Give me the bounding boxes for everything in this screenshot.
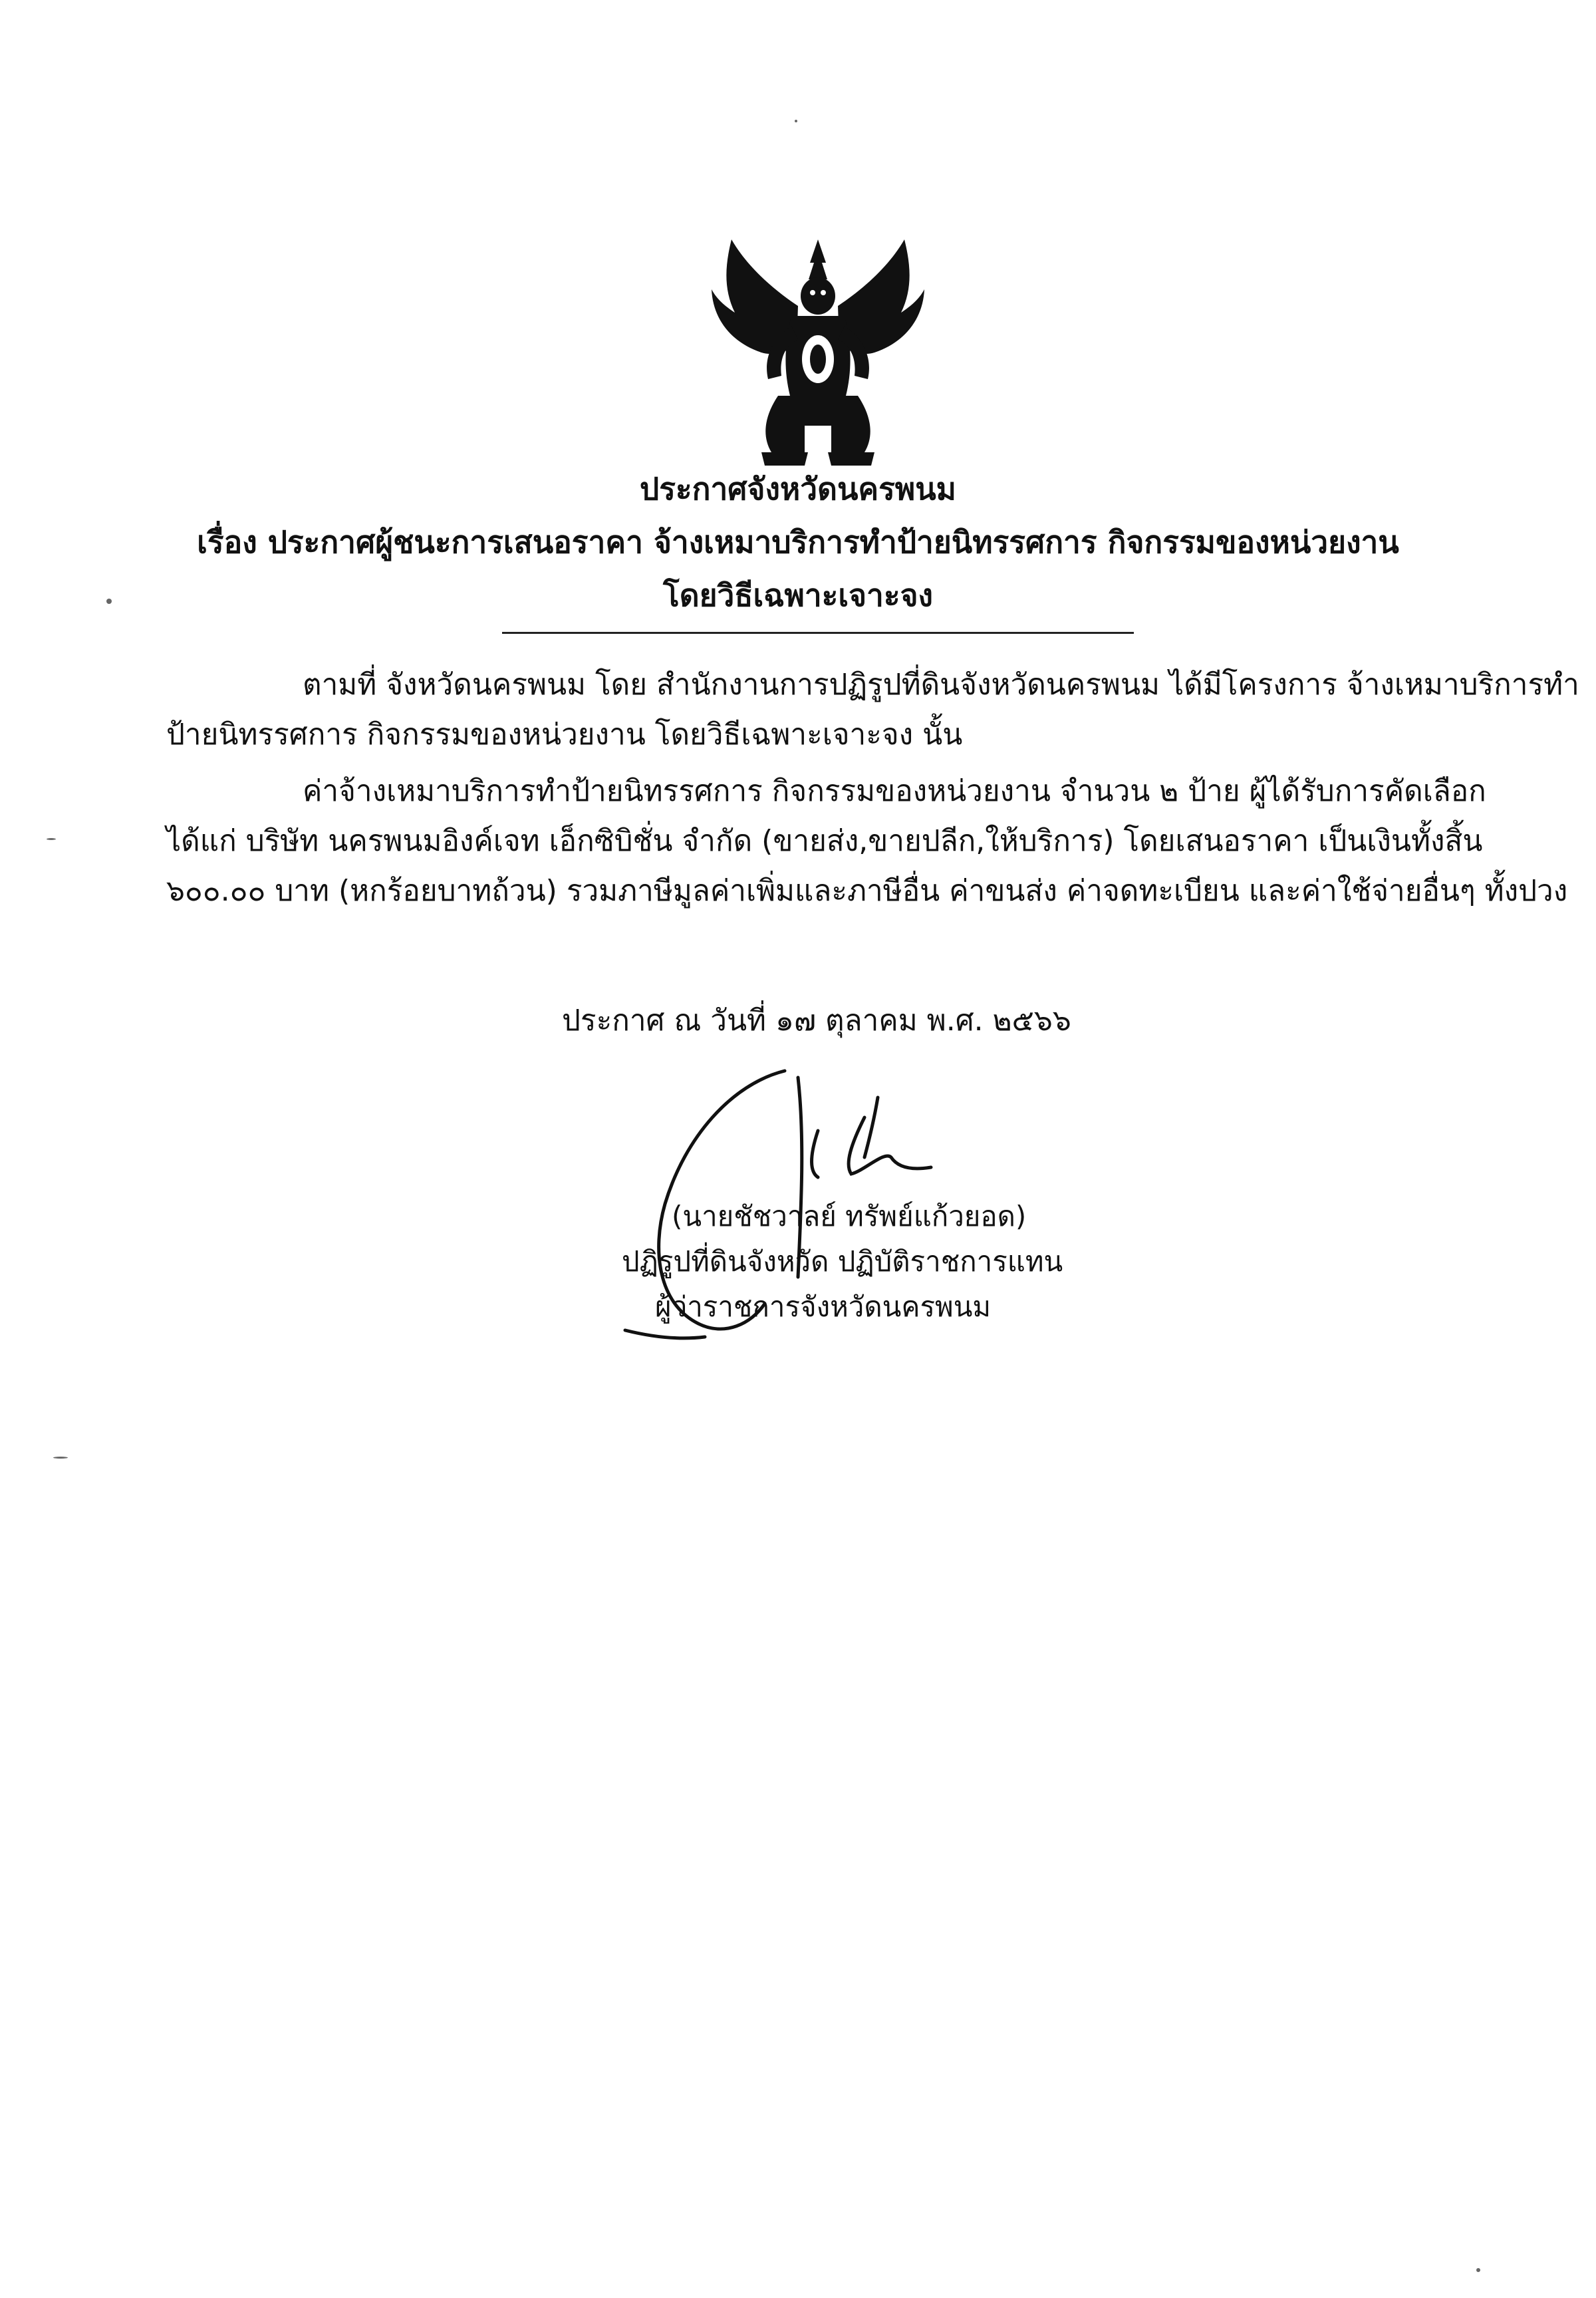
scan-speck — [106, 599, 112, 604]
signatory-position: ปฏิรูปที่ดินจังหวัด ปฏิบัติราชการแทน — [622, 1245, 1063, 1278]
scan-speck — [53, 1457, 68, 1459]
paragraph-2-line-2: ได้แก่ บริษัท นครพนมอิงค์เจท เอ็กซิบิชั่น จำกัด (ขายส่ง,ขายปลีก,ให้บริการ) โดยเสนอราคา เป็นเงินทั้งสิ้น — [166, 824, 1483, 858]
procurement-method: โดยวิธีเฉพาะเจาะจง — [663, 577, 933, 613]
paragraph-2-line-1: ค่าจ้างเหมาบริการทำป้ายนิทรรศการ กิจกรรมของหน่วยงาน จำนวน ๒ ป้าย ผู้ได้รับการคัดเลือก — [303, 774, 1486, 808]
garuda-emblem-icon — [705, 226, 931, 479]
header-divider — [502, 632, 1134, 634]
scan-speck — [795, 120, 797, 122]
document-subject: เรื่อง ประกาศผู้ชนะการเสนอราคา จ้างเหมาบริการทำป้ายนิทรรศการ กิจกรรมของหน่วยงาน — [197, 524, 1399, 560]
paragraph-1-line-1: ตามที่ จังหวัดนครพนม โดย สำนักงานการปฏิรูปที่ดินจังหวัดนครพนม ได้มีโครงการ จ้างเหมาบริการทำ — [303, 668, 1579, 702]
document-title: ประกาศจังหวัดนครพนม — [640, 471, 956, 507]
paragraph-1-line-2: ป้ายนิทรรศการ กิจกรรมของหน่วยงาน โดยวิธีเฉพาะเจาะจง นั้น — [166, 718, 963, 752]
announcement-date: ประกาศ ณ วันที่ ๑๗ ตุลาคม พ.ศ. ๒๕๖๖ — [562, 1004, 1071, 1038]
scan-speck — [1476, 2268, 1480, 2272]
paragraph-2-line-3: ๖๐๐.๐๐ บาท (หกร้อยบาทถ้วน) รวมภาษีมูลค่าเพิ่มและภาษีอื่น ค่าขนส่ง ค่าจดทะเบียน และค่าใช้จ่ายอื่นๆ ทั้งปวง — [166, 874, 1568, 908]
scan-speck — [47, 838, 56, 840]
signatory-name: (นายชัชวาลย์ ทรัพย์แก้วยอด) — [672, 1200, 1027, 1232]
signatory-office: ผู้ว่าราชการจังหวัดนครพนม — [655, 1290, 992, 1323]
